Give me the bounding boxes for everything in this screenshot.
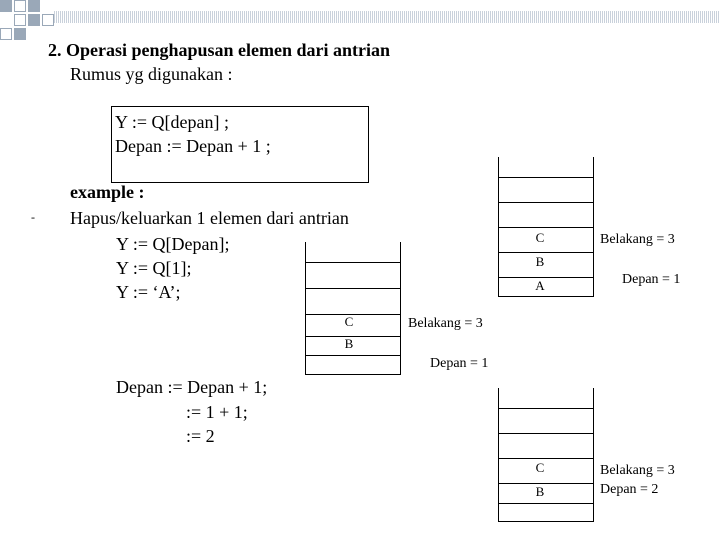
- stack-divider: [498, 177, 594, 178]
- queue-stack-middle: [305, 242, 401, 375]
- formula-line: Depan := Depan + 1 ;: [115, 136, 271, 156]
- cell-value: C: [344, 314, 354, 329]
- decor-square: [28, 14, 40, 26]
- stack-divider: [498, 202, 594, 203]
- stack-bottom: [305, 374, 401, 375]
- depan-label: Depan = 2: [600, 482, 659, 497]
- stack-divider: [305, 355, 401, 356]
- depan-label: Depan = 1: [622, 272, 681, 287]
- cell-value: A: [535, 278, 545, 293]
- stack-divider: [498, 408, 594, 409]
- result-line: := 1 + 1;: [186, 402, 248, 422]
- decor-square: [0, 28, 12, 40]
- stack-divider: [498, 252, 594, 253]
- decor-square: [14, 14, 26, 26]
- decor-square: [42, 14, 54, 26]
- formula-line: Y := Q[depan] ;: [115, 112, 229, 132]
- decor-square: [0, 0, 12, 12]
- decor-square: [14, 28, 26, 40]
- stack-divider: [498, 433, 594, 434]
- example-line: Hapus/keluarkan 1 elemen dari antrian: [70, 208, 349, 228]
- stack-bottom: [498, 296, 594, 297]
- example-heading: example :: [70, 182, 145, 202]
- depan-label: Depan = 1: [430, 356, 489, 371]
- example-line: Y := ‘A’;: [116, 282, 181, 302]
- cell-value: B: [344, 336, 354, 351]
- stack-divider: [498, 458, 594, 459]
- stack-divider: [305, 288, 401, 289]
- example-line: Y := Q[1];: [116, 258, 192, 278]
- belakang-label: Belakang = 3: [408, 316, 483, 331]
- stack-divider: [498, 503, 594, 504]
- stack-bottom: [498, 521, 594, 522]
- stack-divider: [498, 227, 594, 228]
- stack-divider: [305, 262, 401, 263]
- queue-stack-top: [498, 157, 594, 297]
- cell-value: C: [535, 460, 545, 475]
- cell-value: B: [535, 484, 545, 499]
- result-line: Depan := Depan + 1;: [116, 377, 268, 397]
- slide-title: 2. Operasi penghapusan elemen dari antrian: [48, 40, 391, 60]
- belakang-label: Belakang = 3: [600, 463, 675, 478]
- bullet-marker: -: [31, 210, 35, 224]
- queue-stack-bottom: [498, 388, 594, 522]
- cell-value: C: [535, 230, 545, 245]
- decor-square: [28, 0, 40, 12]
- slide-subtitle: Rumus yg digunakan :: [70, 64, 233, 84]
- result-line: := 2: [186, 426, 215, 446]
- slide-decoration: [0, 0, 720, 36]
- decor-square: [14, 0, 26, 12]
- decor-bar: [54, 11, 720, 23]
- cell-value: B: [535, 254, 545, 269]
- belakang-label: Belakang = 3: [600, 232, 675, 247]
- example-line: Y := Q[Depan];: [116, 234, 230, 254]
